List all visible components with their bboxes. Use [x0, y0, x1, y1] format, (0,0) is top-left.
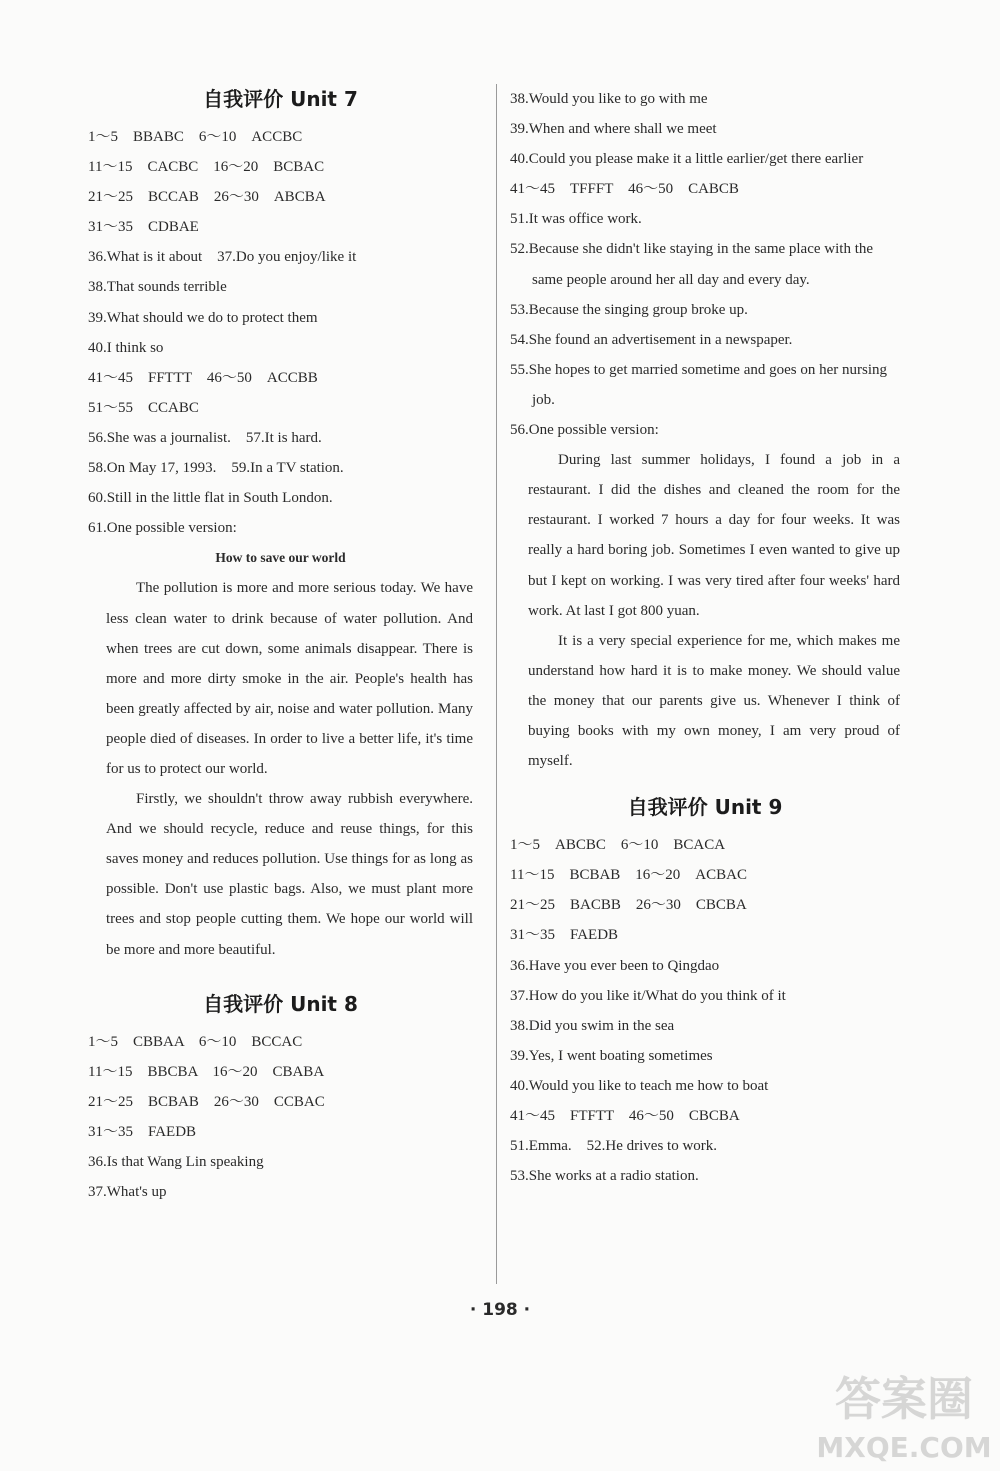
answer-line: 60.Still in the little flat in South London. — [88, 490, 333, 507]
answer-line: 55.She hopes to get married sometime and goes on her nursing job. — [510, 361, 888, 408]
answer-line: 31～35 FAEDB — [510, 927, 619, 944]
watermark-en: MXQE.COM — [816, 1431, 992, 1464]
answer-line: 41～45 FTFTT 46～50 CBCBA — [510, 1108, 740, 1124]
answer-line: 61.One possible version: — [88, 520, 237, 537]
watermark-logo — [814, 1357, 994, 1467]
answer-line: 56.One possible version: — [510, 422, 659, 439]
right-column — [510, 84, 900, 1191]
answer-line: 40.Would you like to teach me how to boat — [510, 1077, 769, 1094]
left-column — [88, 84, 473, 1207]
essay-paragraph: The pollution is more and more serious today. We have less clean water to drink because of water pollution. And when trees are cut down, some animals disappear. There is more and more dirty smoke in the air. People's health has been greatly affected by air, noise and water pollution. Many people died of diseases. In order to live a better life, it's time for us to protect our world. — [106, 580, 473, 777]
answer-line: 31～35 FAEDB — [88, 1123, 197, 1140]
answer-line: 1～5 BBABC 6～10 ACCBC — [88, 129, 303, 145]
answer-line: 1～5 ABCBC 6～10 BCACA — [510, 837, 726, 854]
answer-line: 21～25 BCBAB 26～30 CCBAC — [88, 1093, 325, 1110]
answer-line: 40.Could you please make it a little earlier/get there earlier — [510, 151, 864, 168]
answer-line: 36.What is it about 37.Do you enjoy/like it — [88, 249, 357, 266]
essay-title: How to save our world — [215, 550, 346, 566]
answer-line: 51.It was office work. — [510, 211, 642, 228]
page-number: · 198 · — [469, 1300, 531, 1320]
answer-line: 41～45 TFFFT 46～50 CABCB — [510, 181, 739, 198]
answer-line: 54.She found an advertisement in a newspaper. — [510, 331, 793, 348]
essay-paragraph: It is a very special experience for me, which makes me understand how hard it is to make money. We should value the money that our parents give us. Whenever I think of buying books with my own money, I am very proud of myself. — [528, 632, 900, 770]
unit8-heading: 自我评价 Unit 8 — [203, 991, 358, 1016]
essay-paragraph: Firstly, we shouldn't throw away rubbish everywhere. And we should recycle, reduce and reuse things, for this saves money and reduces pollution. Use things for as long as possible. Don't use plastic bags. Also, we must plant more trees and stop people cutting them. We hope our world will be more and more beautiful. — [106, 791, 473, 958]
answer-line: 38.Would you like to go with me — [510, 91, 708, 107]
answer-line: 11～15 BBCBA 16～20 CBABA — [88, 1063, 325, 1080]
answer-line: 31～35 CDBAE — [88, 219, 199, 236]
answer-line: 39.When and where shall we meet — [510, 121, 717, 138]
answer-line: 51.Emma. 52.He drives to work. — [510, 1138, 718, 1155]
unit9-heading: 自我评价 Unit 9 — [627, 795, 783, 820]
answer-line: 36.Have you ever been to Qingdao — [510, 957, 720, 974]
answer-line: 58.On May 17, 1993. 59.In a TV station. — [88, 460, 344, 477]
answer-line: 37.How do you like it/What do you think of it — [510, 987, 786, 1004]
answer-line: 38.Did you swim in the sea — [510, 1017, 675, 1034]
answer-line: 11～15 BCBAB 16～20 ACBAC — [510, 867, 747, 884]
unit7-heading: 自我评价 Unit 7 — [203, 87, 358, 111]
column-divider — [496, 84, 497, 1284]
answer-line: 40.I think so — [88, 339, 164, 356]
answer-line: 1～5 CBBAA 6～10 BCCAC — [88, 1033, 303, 1050]
answer-line: 53.She works at a radio station. — [510, 1168, 699, 1185]
watermark-cn: 答案圈 — [835, 1372, 973, 1426]
essay-paragraph: During last summer holidays, I found a job in a restaurant. I did the dishes and cleaned the room for the restaurant. I worked 7 hours a day for four weeks. It was really a hard boring job. Sometimes I even wanted to give up but I kept on working. I was very tired after four weeks' hard work. At last I got 800 yuan. — [528, 452, 900, 619]
answer-line: 39.Yes, I went boating sometimes — [510, 1047, 713, 1064]
answer-line: 52.Because she didn't like staying in the same place with the same people around her all day and every day. — [510, 241, 874, 288]
answer-line: 11～15 CACBC 16～20 BCBAC — [88, 159, 325, 176]
answer-line: 51～55 CCABC — [88, 399, 199, 416]
answer-line: 36.Is that Wang Lin speaking — [88, 1154, 264, 1170]
answer-line: 56.She was a journalist. 57.It is hard. — [88, 429, 322, 446]
answer-line: 21～25 BCCAB 26～30 ABCBA — [88, 189, 326, 206]
answer-line: 41～45 FFTTT 46～50 ACCBB — [88, 369, 318, 386]
answer-line: 39.What should we do to protect them — [88, 309, 318, 326]
answer-line: 37.What's up — [88, 1184, 167, 1201]
answer-line: 38.That sounds terrible — [88, 279, 227, 296]
answer-line: 53.Because the singing group broke up. — [510, 301, 748, 318]
answer-line: 21～25 BACBB 26～30 CBCBA — [510, 897, 747, 914]
